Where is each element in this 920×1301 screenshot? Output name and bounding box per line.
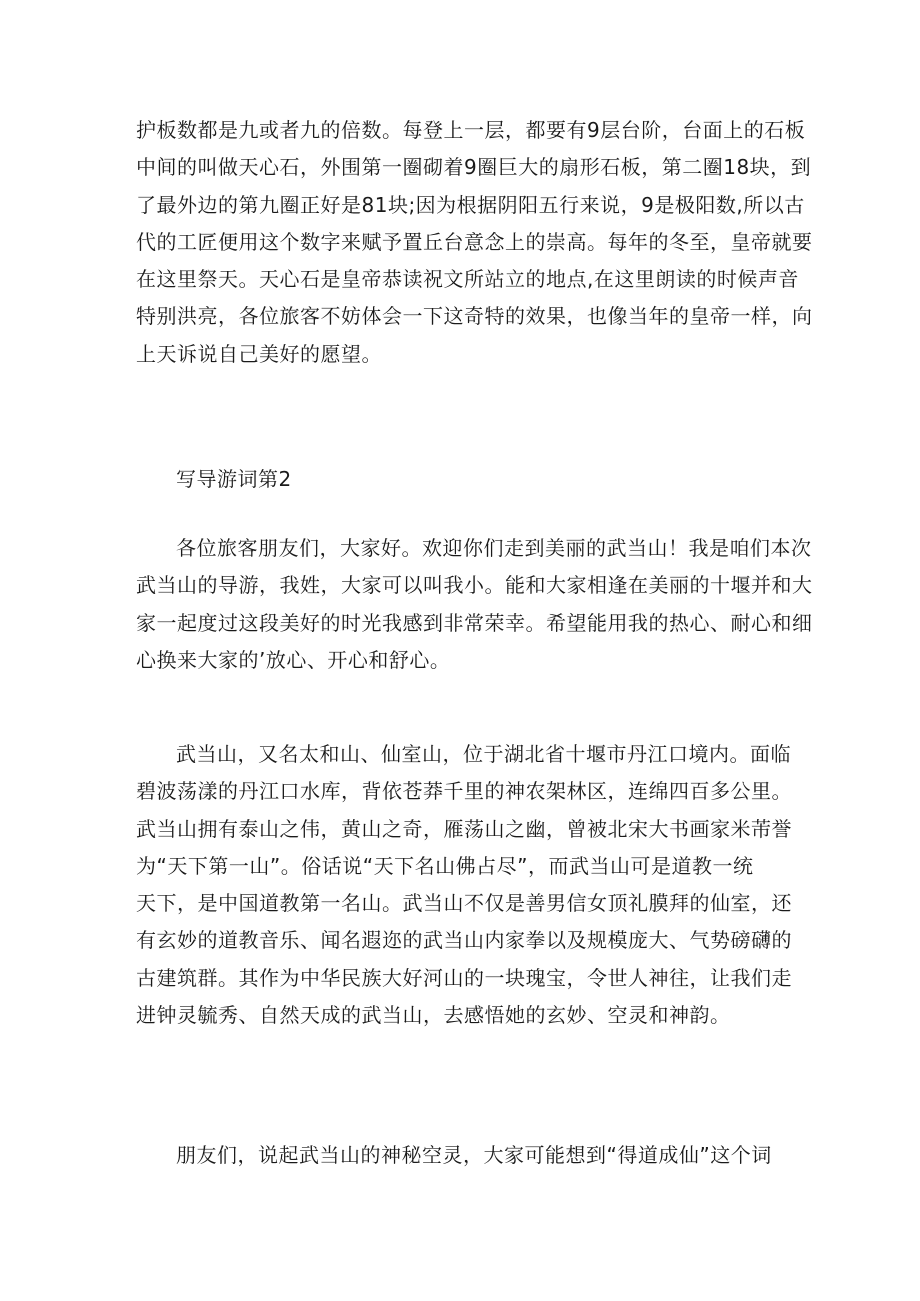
paragraph-line: 护板数都是九或者九的倍数。每登上一层，都要有9层台阶，台面上的石板: [136, 118, 806, 142]
section-heading: [136, 461, 786, 498]
paragraph-line: 有玄妙的道教音乐、闻名遐迩的武当山内家拳以及规模庞大、气势磅礴的: [136, 928, 792, 953]
paragraph-line: 天下，是中国道教第一名山。武当山不仅是善男信女顶礼膜拜的仙室，还: [136, 891, 792, 916]
heading-text: 写导游词第2: [176, 467, 292, 491]
paragraph-1: [136, 112, 813, 373]
paragraph-line: 各位旅客朋友们，大家好。欢迎你们走到美丽的武当山！我是咱们本次: [176, 536, 812, 560]
paragraph-line: 中间的叫做天心石，外围第一圈砌着9圈巨大的扇形石板，第二圈18块，到: [136, 155, 812, 180]
paragraph-3: [136, 736, 792, 1034]
paragraph-line: 上天诉说自己美好的愿望。: [136, 341, 382, 366]
paragraph-line: 家一起度过这段美好的时光我感到非常荣幸。希望能用我的热心、耐心和细: [136, 610, 813, 635]
paragraph-line: 武当山拥有泰山之伟，黄山之奇，雁荡山之幽，曾被北宋大书画家米芾誉: [136, 816, 792, 841]
paragraph-line: 进钟灵毓秀、自然天成的武当山，去感悟她的玄妙、空灵和神韵。: [136, 1003, 731, 1028]
paragraph-line: 特别洪亮，各位旅客不妨体会一下这奇特的效果，也像当年的皇帝一样，向: [136, 304, 813, 329]
paragraph-line: 古建筑群。其作为中华民族大好河山的一块瑰宝，令世人神往，让我们走: [136, 965, 792, 990]
paragraph-line: 朋友们，说起武当山的神秘空灵，大家可能想到“得道成仙”这个词: [176, 1143, 772, 1167]
paragraph-line: 碧波荡漾的丹江口水库，背依苍莽千里的神农架林区，连绵四百多公里。: [136, 779, 792, 804]
paragraph-line: 代的工匠便用这个数字来赋予置丘台意念上的崇高。每年的冬至，皇帝就要: [136, 229, 813, 254]
paragraph-2: [136, 530, 813, 679]
paragraph-line: 武当山，又名太和山、仙室山，位于湖北省十堰市丹江口境内。面临: [176, 742, 791, 766]
paragraph-line: 了最外边的第九圈正好是81块;因为根据阴阳五行来说，9是极阳数,所以古: [136, 192, 805, 217]
paragraph-line: 心换来大家的’放心、开心和舒心。: [136, 647, 451, 672]
paragraph-4: [136, 1137, 786, 1174]
paragraph-line: 在这里祭天。天心石是皇帝恭读祝文所站立的地点,在这里朗读的时候声音: [136, 267, 799, 292]
paragraph-line: 为“天下第一山”。俗话说“天下名山佛占尽”，而武当山可是道教一统: [136, 853, 754, 878]
paragraph-line: 武当山的导游，我姓，大家可以叫我小。能和大家相逢在美丽的十堰并和大: [136, 573, 813, 598]
